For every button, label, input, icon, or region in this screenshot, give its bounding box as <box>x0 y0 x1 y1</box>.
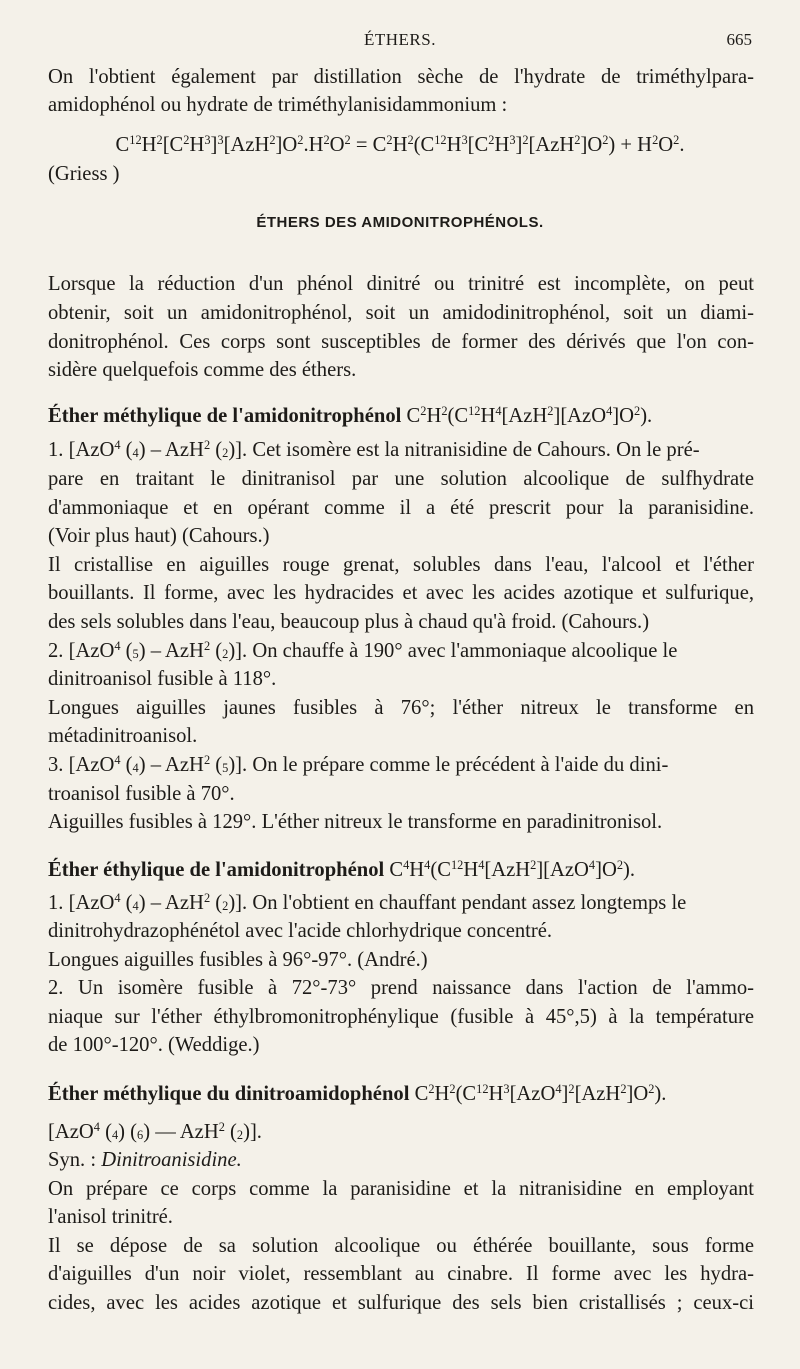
text-line: amidophénol ou hydrate de triméthylanisidammonium : <box>48 94 508 116</box>
citation: (Griess ) <box>48 163 120 185</box>
text-line: des sels solubles dans l'eau, beaucoup plus à chaud qu'à froid. (Cahours.) <box>48 611 650 633</box>
running-title: ÉTHERS. <box>364 30 436 49</box>
compound-heading: Éther méthylique du dinitroamidophénol $C^2H^2(C^{12}H^3[AzO^4]^2[AzH^2]O^2)$. <box>48 1082 667 1105</box>
text-line: pare en traitant le dinitranisol par une solution alcoolique de sulfhydrate <box>48 468 754 490</box>
text-line: Lorsque la réduction d'un phénol dinitré ou trinitré est incomplète, on peut <box>48 273 754 295</box>
text-line: l'anisol trinitré. <box>48 1206 173 1228</box>
compound-heading: Éther méthylique de l'amidonitrophénol $C^2H^2(C^{12}H^4[AzH^2][AzO^4]O^2)$. <box>48 404 653 427</box>
text-line: d'aiguilles d'un noir violet, ressemblant au cinabre. Il forme avec les hydra- <box>48 1263 754 1285</box>
text-line: Il se dépose de sa solution alcoolique ou éthérée bouillante, sous forme <box>48 1235 754 1257</box>
text-line: 3. [AzO$^4$ $(_4) - AzH^2$ $(_5)$]. On le prépare comme le précédent à l'aide du dini- <box>48 753 669 776</box>
text-line: On prépare ce corps comme la paranisidine et la nitranisidine en employant <box>48 1178 754 1200</box>
text-line: niaque sur l'éther éthylbromonitrophénylique (fusible à 45°,5) à la température <box>48 1006 754 1028</box>
synonym: Dinitroanisidine. <box>101 1149 242 1171</box>
page-number: 665 <box>726 30 752 49</box>
page-header <box>48 30 752 58</box>
text-line: sidère quelquefois comme des éthers. <box>48 359 357 381</box>
text-line: métadinitroanisol. <box>48 725 198 747</box>
compound-name: Éther éthylique de l'amidonitrophénol <box>48 859 385 881</box>
compound-name: Éther méthylique de l'amidonitrophénol <box>48 405 402 427</box>
compound-name: Éther méthylique du dinitroamidophénol <box>48 1083 410 1105</box>
text-line: 1. [AzO$^4$ $(_4) - AzH^2$ $(_2)$]. Cet isomère est la nitranisidine de Cahours. On le pré- <box>48 438 700 461</box>
text-line: 1. [AzO$^4$ $(_4) - AzH^2$ $(_2)$]. On l'obtient en chauffant pendant assez longtemps le <box>48 891 687 914</box>
text-line: cides, avec les acides azotique et sulfurique des sels bien cristallisés ; ceux-ci <box>48 1292 754 1314</box>
compound-heading: Éther éthylique de l'amidonitrophénol $C^4H^4(C^{12}H^4[AzH^2][AzO^4]O^2)$. <box>48 858 636 881</box>
text-line: obtenir, soit un amidonitrophénol, soit un amidodinitrophénol, soit un diami- <box>48 302 754 324</box>
text-line: 2. Un isomère fusible à 72°-73° prend naissance dans l'action de l'ammo- <box>48 977 754 999</box>
text-line: Longues aiguilles fusibles à 96°-97°. (André.) <box>48 949 428 971</box>
text-line: Il cristallise en aiguilles rouge grenat, solubles dans l'eau, l'alcool et l'éther <box>48 554 754 576</box>
text-line: dinitroanisol fusible à 118°. <box>48 668 277 690</box>
equation: $C^{12}H^2[C^2H^3]^3[AzH^2]O^2.H^2O^2 = C^2H^2(C^{12}H^3[C^2H^3]^2[AzH^2]O^2) + H^2O^2$. <box>115 133 685 156</box>
text-line: [AzO$^4$ $(_4)$ $(_6)$ — AzH$^2$ $(_2)$]. <box>48 1120 262 1143</box>
text-line: troanisol fusible à 70°. <box>48 783 235 805</box>
text-line: On l'obtient également par distillation sèche de l'hydrate de triméthylpara- <box>48 66 754 88</box>
text-line: 2. [AzO$^4$ $(_5) - AzH^2$ $(_2)$]. On chauffe à 190° avec l'ammoniaque alcoolique le <box>48 639 678 662</box>
text-line: donitrophénol. Ces corps sont susceptibles de former des dérivés que l'on con- <box>48 331 754 353</box>
text-line: (Voir plus haut) (Cahours.) <box>48 525 270 547</box>
text-line: bouillants. Il forme, avec les hydracides et avec les acides azotique et sulfurique, <box>48 582 754 604</box>
text-line: dinitrohydrazophénétol avec l'acide chlorhydrique concentré. <box>48 920 553 942</box>
text-line: Longues aiguilles jaunes fusibles à 76°; l'éther nitreux le transforme en <box>48 697 754 719</box>
text-line: de 100°-120°. (Weddige.) <box>48 1034 260 1056</box>
section-heading: ÉTHERS DES AMIDONITROPHÉNOLS. <box>256 214 544 231</box>
text-line: Aiguilles fusibles à 129°. L'éther nitreux le transforme en paradinitronisol. <box>48 811 663 833</box>
text-line: d'ammoniaque et en opérant comme il a été prescrit pour la paranisidine. <box>48 497 754 519</box>
text-line: Syn. : Dinitroanisidine. <box>48 1149 242 1171</box>
